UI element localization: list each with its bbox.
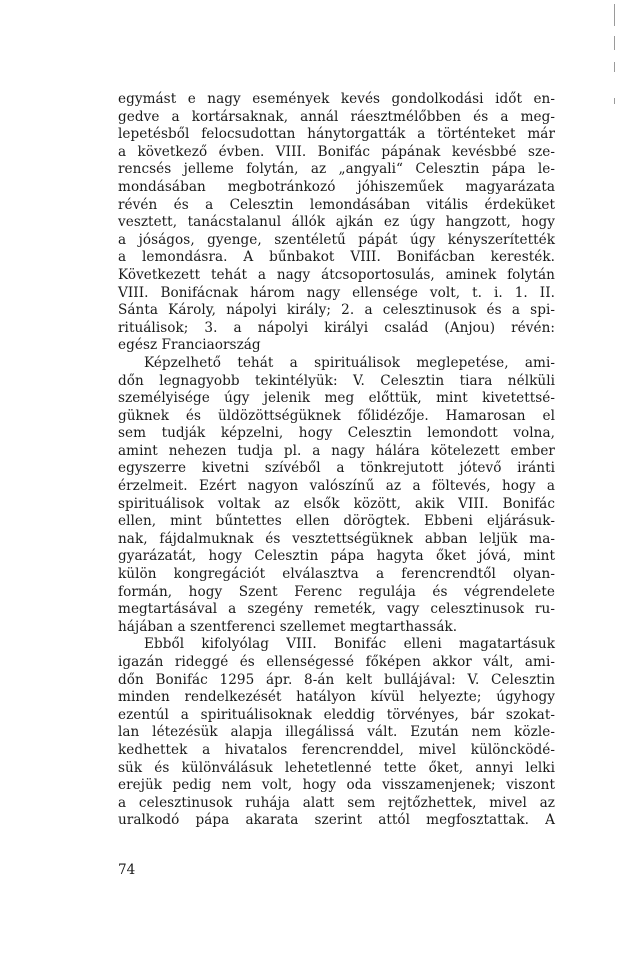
text-line: egyszerre kivetni szívéből a tönkrejutott jótevő iránti [118,460,555,477]
text-line: hájában a szentferenci szellemet megtarthassák. [118,618,458,635]
text-line: dőn legnagyobb tekintélyük: V. Celesztin tiara nélküli [118,372,555,389]
text-line: vesztett, tanácstalanul állók ajkán ez úgy hangzott, hogy [118,214,555,231]
text-line: gedve a kortársaknak, annál ráesztmélőbben és a meg- [118,108,555,125]
scan-edge-mark [614,36,615,50]
text-line: rituálisok; 3. a nápolyi királyi család (Anjou) révén: [118,319,555,336]
scan-edge-mark [614,62,615,72]
text-line: minden rendelkezését hatályon kívül helyezte; úgyhogy [118,689,555,706]
paragraph-first-line: Ebből kifolyólag VIII. Bonifác elleni magatartásuk [144,636,555,653]
text-line: érzelmeit. Ezért nagyon valószínű az a föltevés, hogy a [118,478,555,495]
paragraph-first-line: Képzelhető tehát a spirituálisok meglepetése, ami- [144,354,555,371]
text-line: spirituálisok voltak az elsők között, akik VIII. Bonifác [118,495,555,512]
text-line: a lemondásra. A bűnbakot VIII. Bonifácban keresték. [118,249,555,266]
text-line: VIII. Bonifácnak három nagy ellensége volt, t. i. 1. II. [118,284,555,301]
text-line: ellen, mint bűntettes ellen dörögtek. Ebbeni eljárásuk- [118,513,555,530]
text-line: dőn Bonifác 1295 ápr. 8-án kelt bullájával: V. Celesztin [118,671,555,688]
page-number: 74 [118,862,136,878]
text-line: gyarázatát, hogy Celesztin pápa hagyta őket jóvá, mint [118,548,555,565]
text-line: a jóságos, gyenge, szentéletű pápát úgy kényszerítették [118,231,555,248]
scan-edge-mark [614,98,615,104]
text-line: sem tudják képzelni, hogy Celesztin lemondott volna, [118,425,555,442]
text-line: igazán rideggé és ellenségessé főképen akkor vált, ami- [118,654,555,670]
body-text [118,91,555,830]
text-line: ezentúl a spirituálisoknak eleddig törvényes, bár szokat- [118,706,555,723]
text-line: nak, fájdalmuknak és vesztettségüknek abban leljük ma- [118,530,555,547]
text-line: kedhettek a hivatalos ferencrenddel, mivel különcködé- [118,741,555,758]
text-line: lan létezésük alapja illegálissá vált. Ezután nem közle- [118,724,555,741]
text-line: güknek és üldözöttségüknek főlidézője. Hamarosan el [118,407,555,424]
text-line: amint nehezen tudja pl. a nagy hálára kötelezett ember [118,442,555,459]
text-line: egymást e nagy események kevés gondolkodási időt en- [118,91,555,107]
text-line: személyisége úgy jelenik meg előttük, mint kivetettsé- [118,390,555,407]
text-line: lepetésből felocsudottan hánytorgatták a történteket már [118,126,555,143]
text-line: rencsés jelleme folytán, az „angyali“ Celesztin pápa le- [118,161,555,178]
text-line: megtartásával a szegény remeték, vagy celesztinusok ru- [118,601,555,618]
text-line: sük és különválásuk lehetetlenné tette őket, annyi lelki [118,759,555,776]
text-line: uralkodó pápa akarata szerint attól megfosztattak. A [118,812,555,829]
text-line: Következett tehát a nagy átcsoportosulás, aminek folytán [118,266,555,283]
text-line: révén és a Celesztin lemondásában vitális érdeküket [118,196,555,213]
text-line: a következő évben. VIII. Bonifác pápának kevésbbé sze- [118,143,555,160]
text-line: mondásában megbotránkozó jóhiszeműek magyarázata [118,178,555,195]
text-line: Sánta Károly, nápolyi király; 2. a celesztinusok és a spi- [118,302,555,319]
text-line: formán, hogy Szent Ferenc regulája és végrendelete [118,583,555,600]
text-line: a celesztinusok ruhája alatt sem rejtőzhettek, mivel az [118,794,555,811]
text-line: erejük pedig nem volt, hogy oda visszamenjenek; viszont [118,777,555,794]
text-line: egész Franciaország [118,337,261,354]
scan-edge-mark [614,4,615,26]
text-line: külön kongregációt elválasztva a ferencrendtől olyan- [118,566,555,583]
